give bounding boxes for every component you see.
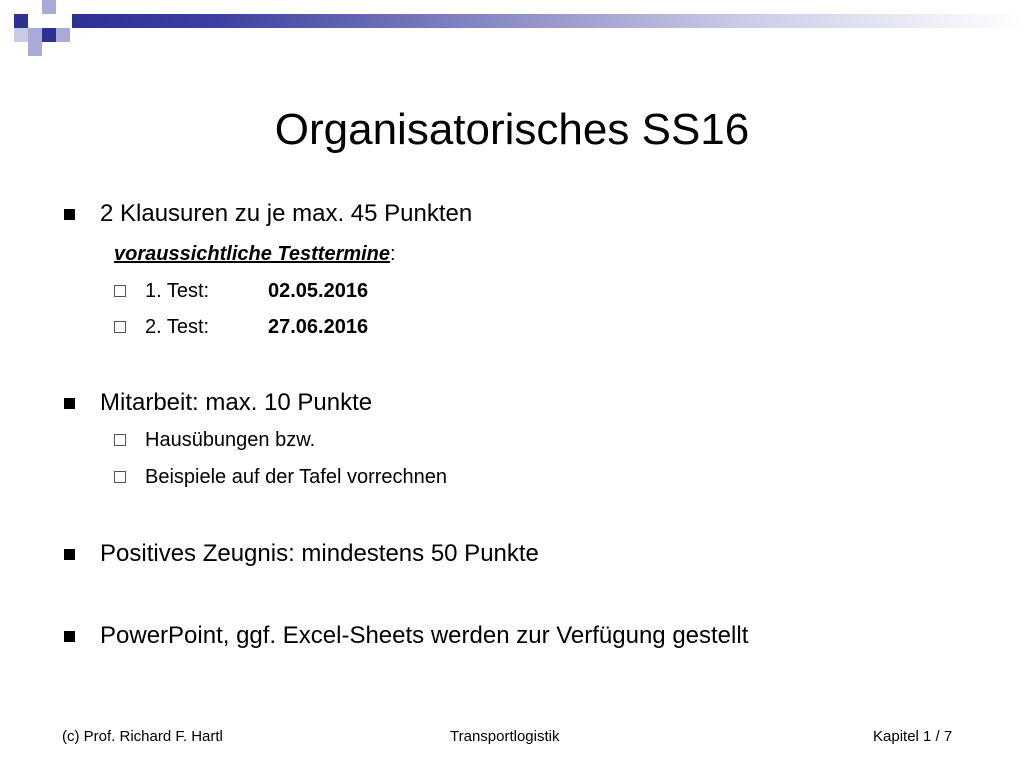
- square-bullet-icon: [64, 549, 75, 560]
- header-square-light-3: [56, 28, 70, 42]
- test-item-2: [114, 313, 368, 341]
- header-square-light-4: [28, 42, 42, 56]
- bullet-participation-text: Mitarbeit: max. 10 Punkte: [100, 389, 373, 416]
- square-bullet-icon: [64, 631, 75, 642]
- test-1-date: 02.05.2016: [268, 279, 369, 302]
- bullet-materials: [64, 620, 748, 652]
- bullet-exams-text: 2 Klausuren zu je max. 45 Punkten: [100, 200, 473, 227]
- participation-item-2: [114, 463, 447, 491]
- bullet-participation: [64, 387, 372, 419]
- hollow-square-bullet-icon: [114, 285, 126, 297]
- hollow-square-bullet-icon: [114, 321, 126, 333]
- hollow-square-bullet-icon: [114, 434, 126, 446]
- test-dates-label: voraussichtliche Testtermine: [114, 243, 391, 265]
- test-1-label: 1. Test:: [145, 279, 210, 302]
- bullet-grade: [64, 538, 539, 570]
- participation-item-2-text: Beispiele auf der Tafel vorrechnen: [145, 465, 448, 488]
- test-2-date: 27.06.2016: [268, 315, 369, 338]
- header-gradient-bar: [72, 14, 1024, 28]
- bullet-grade-text: Positives Zeugnis: mindestens 50 Punkte: [100, 540, 539, 567]
- participation-item-1: [114, 426, 315, 454]
- header-square-light-1: [42, 0, 56, 14]
- bullet-exams: [64, 198, 472, 230]
- test-dates-note: [114, 241, 396, 267]
- square-bullet-icon: [64, 209, 75, 220]
- test-2-label: 2. Test:: [145, 315, 210, 338]
- header-square-light-2: [28, 28, 42, 42]
- test-item-1: [114, 277, 368, 305]
- participation-item-1-text: Hausübungen bzw.: [145, 428, 316, 451]
- bullet-materials-text: PowerPoint, ggf. Excel-Sheets werden zur Verfügung gestellt: [100, 622, 749, 649]
- footer-chapter: Kapitel 1 / 7: [873, 728, 953, 745]
- square-bullet-icon: [64, 398, 75, 409]
- header-square-light-5: [14, 28, 28, 42]
- hollow-square-bullet-icon: [114, 471, 126, 483]
- slide-title: Organisatorisches SS16: [274, 105, 750, 154]
- footer-author: (c) Prof. Richard F. Hartl: [62, 728, 223, 745]
- test-dates-colon: :: [390, 243, 396, 265]
- header-square-dark-1: [14, 14, 28, 28]
- footer-course: Transportlogistik: [450, 728, 560, 745]
- header-square-dark-2: [42, 28, 56, 42]
